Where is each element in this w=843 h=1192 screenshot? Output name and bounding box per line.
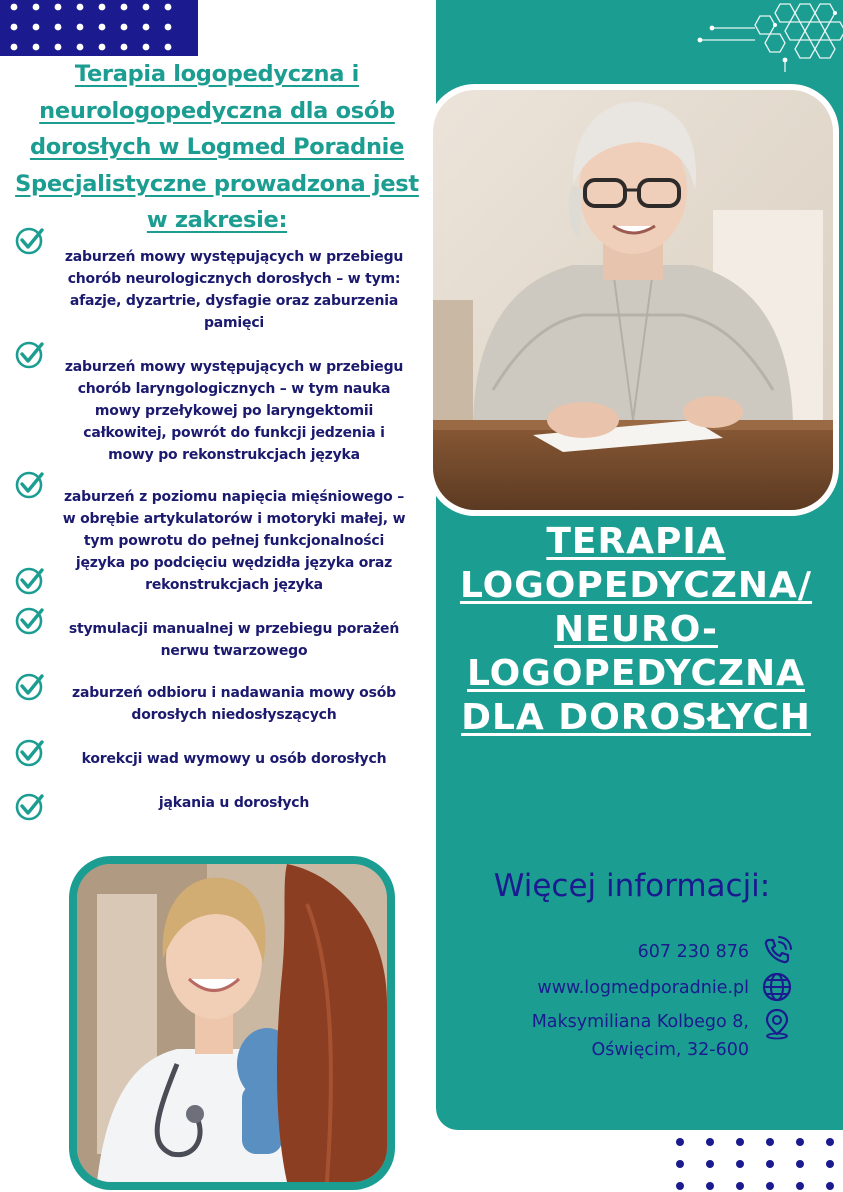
scope-item-line: nerwu twarzowego: [160, 643, 308, 659]
decorative-navy-block: [0, 0, 198, 56]
scope-item-line: chorób laryngologicznych – w tym nauka: [77, 381, 391, 397]
dot-pattern-top-left: [0, 0, 198, 56]
checkmark-icon: [14, 566, 44, 596]
heading-line: dorosłych w Logmed Poradnie: [29, 134, 405, 160]
phone-icon: [760, 934, 794, 968]
scope-item: [48, 682, 420, 726]
scope-item-line: zaburzeń z poziomu napięcia mięśniowego –: [63, 489, 405, 505]
scope-item: [48, 246, 420, 334]
title-line: TERAPIA: [546, 521, 726, 562]
checkmark-icon: [14, 470, 44, 500]
scope-item-line: zaburzeń odbioru i nadawania mowy osób: [72, 685, 396, 701]
phone-number[interactable]: 607 230 876: [637, 942, 749, 962]
address-line-1: Maksymiliana Kolbego 8,: [531, 1012, 749, 1032]
scope-item: [48, 486, 420, 596]
scope-item-line: zaburzeń mowy występujących w przebiegu: [64, 249, 404, 265]
scope-item-line: afazje, dyzartrie, dysfagie oraz zaburzenia: [69, 293, 399, 309]
scope-item-line: stymulacji manualnej w przebiegu porażeń: [68, 621, 400, 637]
scope-item: [48, 792, 420, 814]
scope-item: [48, 356, 420, 466]
checkmark-icon: [14, 792, 44, 822]
hexagon-network-decoration: [692, 0, 843, 72]
title-line: LOGOPEDYCZNA/: [459, 565, 813, 606]
checkmark-icon: [14, 606, 44, 636]
scope-item-line: pamięci: [203, 315, 265, 331]
scope-item-line: jąkania u dorosłych: [158, 795, 310, 811]
scope-item-line: chorób neurologicznych dorosłych – w tym:: [67, 271, 401, 287]
scope-item: [48, 618, 420, 662]
heading-line: Specjalistyczne prowadzona jest: [15, 170, 419, 197]
dot-pattern-bottom-right: [670, 1132, 843, 1192]
address-line-2: Oświęcim, 32-600: [591, 1040, 749, 1060]
address: [532, 1008, 749, 1064]
title-line: DLA DOROSŁYCH: [461, 697, 811, 738]
service-title: [436, 520, 836, 740]
photo-elderly-woman-reading: [427, 84, 839, 516]
heading-line: neurologopedyczna dla osób: [39, 97, 395, 124]
scope-item: [48, 748, 420, 770]
scope-item-line: mowy po rekonstrukcjach języka: [108, 447, 360, 463]
scope-item-line: tym powrotu do pełnej funkcjonalności: [83, 533, 385, 549]
photo-doctor-with-patient: [69, 856, 395, 1190]
location-pin-icon: [760, 1006, 794, 1040]
heading-line: Terapia logopedyczna i: [74, 61, 360, 87]
title-line: LOGOPEDYCZNA: [467, 653, 805, 694]
website-link[interactable]: www.logmedporadnie.pl: [537, 978, 749, 998]
more-info-heading: Więcej informacji:: [493, 868, 771, 904]
scope-item-line: języka po podcięciu wędzidła języka oraz: [75, 555, 393, 571]
scope-item-line: w obrębie artykulatorów i motoryki małej, w: [62, 511, 406, 527]
heading-line: w zakresie:: [146, 207, 288, 233]
scope-item-line: korekcji wad wymowy u osób dorosłych: [81, 751, 387, 767]
checkmark-icon: [14, 738, 44, 768]
checkmark-icon: [14, 672, 44, 702]
globe-icon: [760, 970, 794, 1004]
scope-item-line: mowy przełykowej po laryngektomii: [94, 403, 374, 419]
page-heading: [2, 56, 432, 239]
scope-item-line: całkowitej, powrót do funkcji jedzenia i: [83, 425, 385, 441]
scope-item-line: dorosłych niedosłyszących: [131, 707, 337, 723]
scope-item-line: zaburzeń mowy występujących w przebiegu: [64, 359, 404, 375]
checkmark-icon: [14, 340, 44, 370]
scope-item-line: rekonstrukcjach języka: [145, 577, 323, 593]
checkmark-icon: [14, 226, 44, 256]
title-line: NEURO-: [554, 609, 718, 650]
